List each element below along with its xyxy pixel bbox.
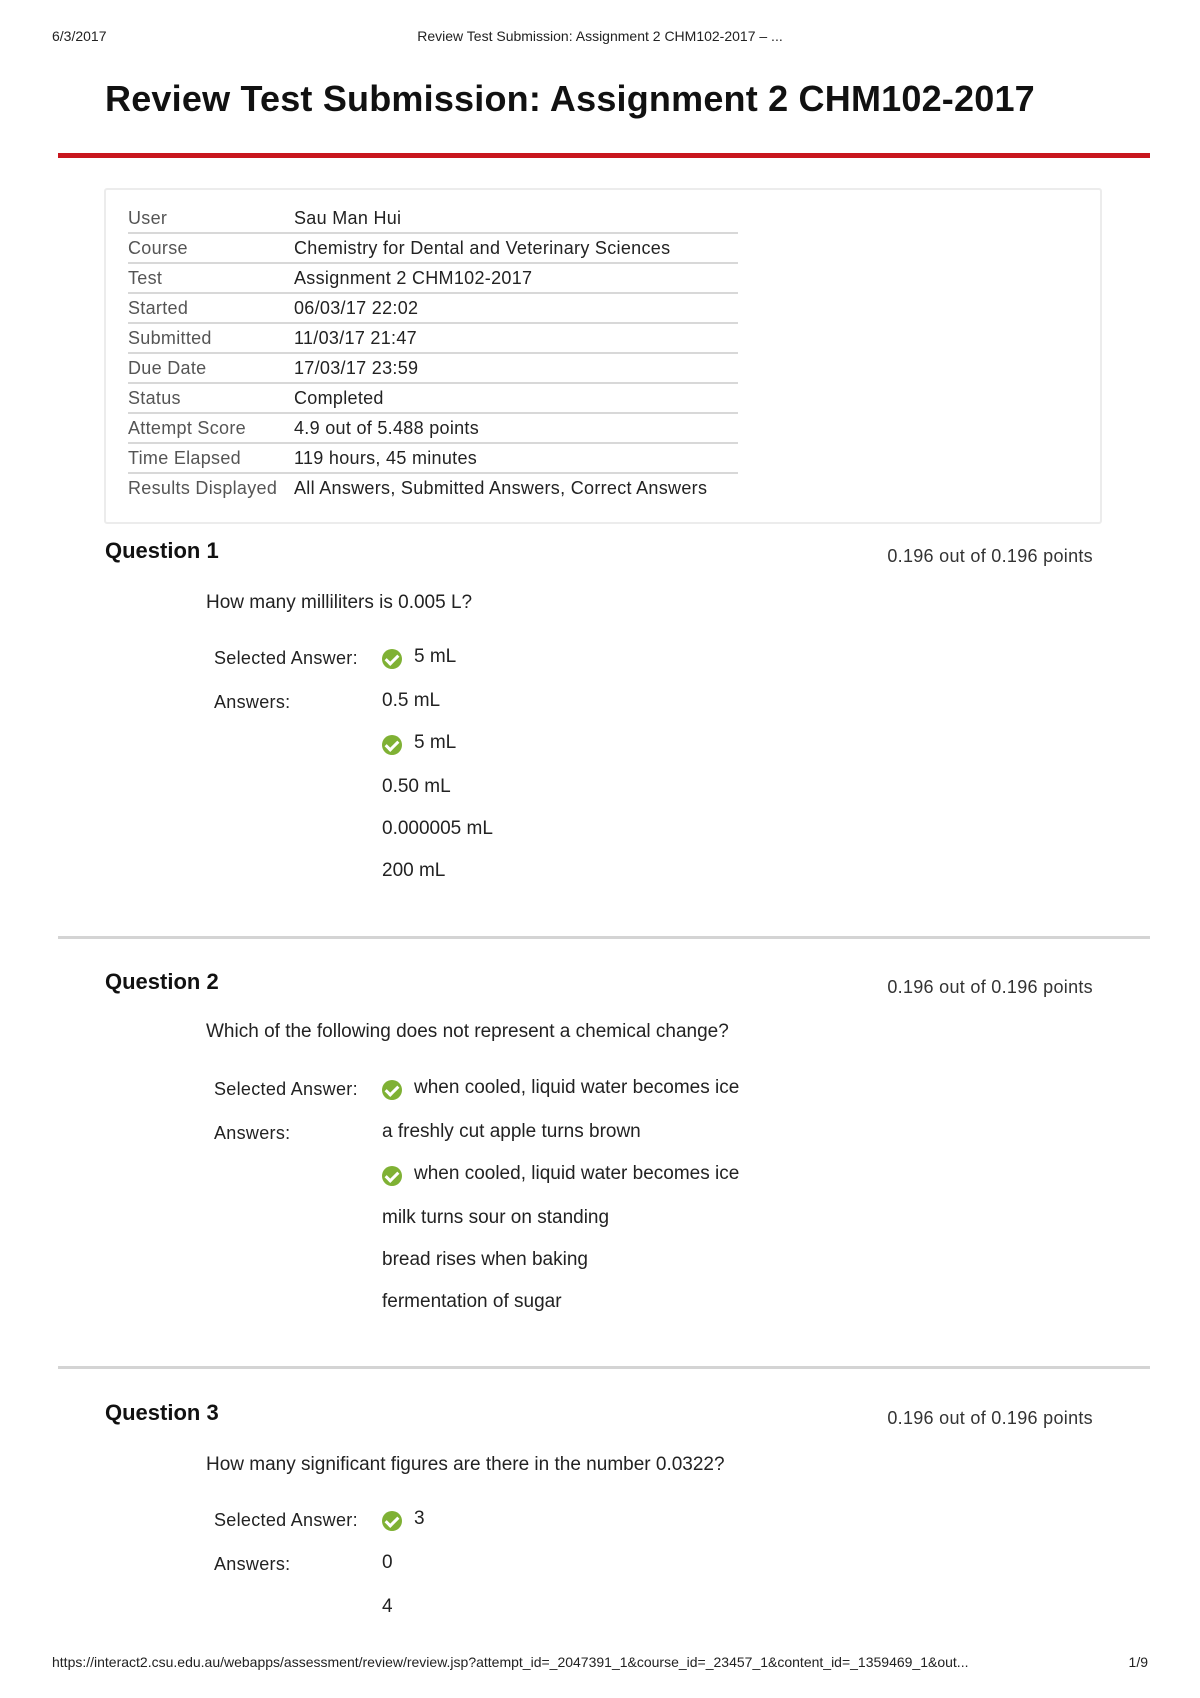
summary-value: All Answers, Submitted Answers, Correct Answers [294, 477, 708, 498]
question-title: Question 3 [105, 1400, 219, 1425]
question-text: Which of the following does not represent a chemical change? [206, 1021, 729, 1042]
answer-option-text: when cooled, liquid water becomes ice [414, 1163, 740, 1184]
selected-answer-label: Selected Answer: [214, 1079, 358, 1099]
summary-value: Assignment 2 CHM102-2017 [294, 263, 738, 293]
answer-option: fermentation of sugar [382, 1291, 562, 1312]
question-divider [58, 936, 1150, 939]
selected-answer-label: Selected Answer: [214, 1510, 358, 1530]
correct-check-icon [382, 735, 402, 755]
correct-check-icon [382, 1080, 402, 1100]
summary-row-test [128, 263, 738, 293]
summary-label: Test [128, 263, 294, 293]
summary-value: 119 hours, 45 minutes [294, 443, 738, 473]
summary-label: Results Displayed [128, 477, 278, 498]
answer-option-text: 5 mL [414, 732, 457, 753]
answers-label: Answers: [214, 1123, 291, 1143]
answer-option: 0 [382, 1552, 393, 1573]
summary-label: Started [128, 293, 294, 323]
title-divider [58, 153, 1150, 158]
selected-answer-label: Selected Answer: [214, 648, 358, 668]
summary-value: Completed [294, 383, 738, 413]
answer-option: bread rises when baking [382, 1249, 588, 1270]
summary-table [128, 204, 738, 502]
question-title: Question 1 [105, 538, 219, 563]
print-header [52, 28, 1148, 48]
summary-row-course [128, 233, 738, 263]
summary-value: 4.9 out of 5.488 points [294, 413, 738, 443]
answer-option: milk turns sour on standing [382, 1207, 610, 1228]
summary-value: Chemistry for Dental and Veterinary Sciences [294, 233, 738, 263]
selected-answer [382, 646, 456, 668]
page-url: https://interact2.csu.edu.au/webapps/assessment/review/review.jsp?attempt_id=_2047391_1&course_id=_23457_1&content_id=_1359469_1&out... [52, 1654, 969, 1670]
answer-option-correct [382, 732, 456, 754]
selected-answer [382, 1508, 425, 1530]
summary-row-attempt-score [128, 413, 738, 443]
page-number: 1/9 [1128, 1654, 1148, 1670]
answer-option-correct [382, 1163, 739, 1185]
summary-label: Submitted [128, 323, 294, 353]
answer-option: 0.000005 mL [382, 818, 493, 839]
summary-value: 11/03/17 21:47 [294, 323, 738, 353]
answer-option: 0.50 mL [382, 776, 451, 797]
summary-row-results-displayed [128, 473, 738, 502]
print-doc-title: Review Test Submission: Assignment 2 CHM102-2017 – ... [417, 28, 783, 44]
answer-option: a freshly cut apple turns brown [382, 1121, 641, 1142]
summary-label: Time Elapsed [128, 443, 294, 473]
correct-check-icon [382, 1511, 402, 1531]
summary-row-time-elapsed [128, 443, 738, 473]
selected-answer-text: 5 mL [414, 646, 457, 667]
summary-value: 17/03/17 23:59 [294, 353, 738, 383]
selected-answer-text: 3 [414, 1508, 425, 1529]
answers-label: Answers: [214, 1554, 291, 1574]
answers-label: Answers: [214, 692, 291, 712]
summary-row-due-date [128, 353, 738, 383]
question-text: How many milliliters is 0.005 L? [206, 592, 473, 613]
selected-answer-text: when cooled, liquid water becomes ice [414, 1077, 740, 1098]
question-points: 0.196 out of 0.196 points [887, 546, 1093, 566]
answer-option: 200 mL [382, 860, 446, 881]
summary-row-submitted [128, 323, 738, 353]
summary-label: User [128, 204, 294, 233]
summary-row-user [128, 204, 738, 233]
summary-label: Status [128, 383, 294, 413]
question-points: 0.196 out of 0.196 points [887, 1408, 1093, 1428]
summary-label: Due Date [128, 353, 294, 383]
summary-label: Course [128, 233, 294, 263]
summary-row-status [128, 383, 738, 413]
submission-summary [104, 188, 1102, 524]
print-date: 6/3/2017 [52, 28, 107, 44]
answer-option: 0.5 mL [382, 690, 441, 711]
answer-option: 4 [382, 1596, 393, 1617]
question-text: How many significant figures are there in the number 0.0322? [206, 1454, 725, 1475]
question-points: 0.196 out of 0.196 points [887, 977, 1093, 997]
summary-value: 06/03/17 22:02 [294, 293, 738, 323]
question-divider [58, 1366, 1150, 1369]
summary-label: Attempt Score [128, 413, 294, 443]
page-title: Review Test Submission: Assignment 2 CHM102-2017 [105, 78, 1035, 119]
correct-check-icon [382, 649, 402, 669]
question-title: Question 2 [105, 969, 219, 994]
correct-check-icon [382, 1166, 402, 1186]
summary-row-started [128, 293, 738, 323]
summary-value: Sau Man Hui [294, 204, 738, 233]
selected-answer [382, 1077, 739, 1099]
